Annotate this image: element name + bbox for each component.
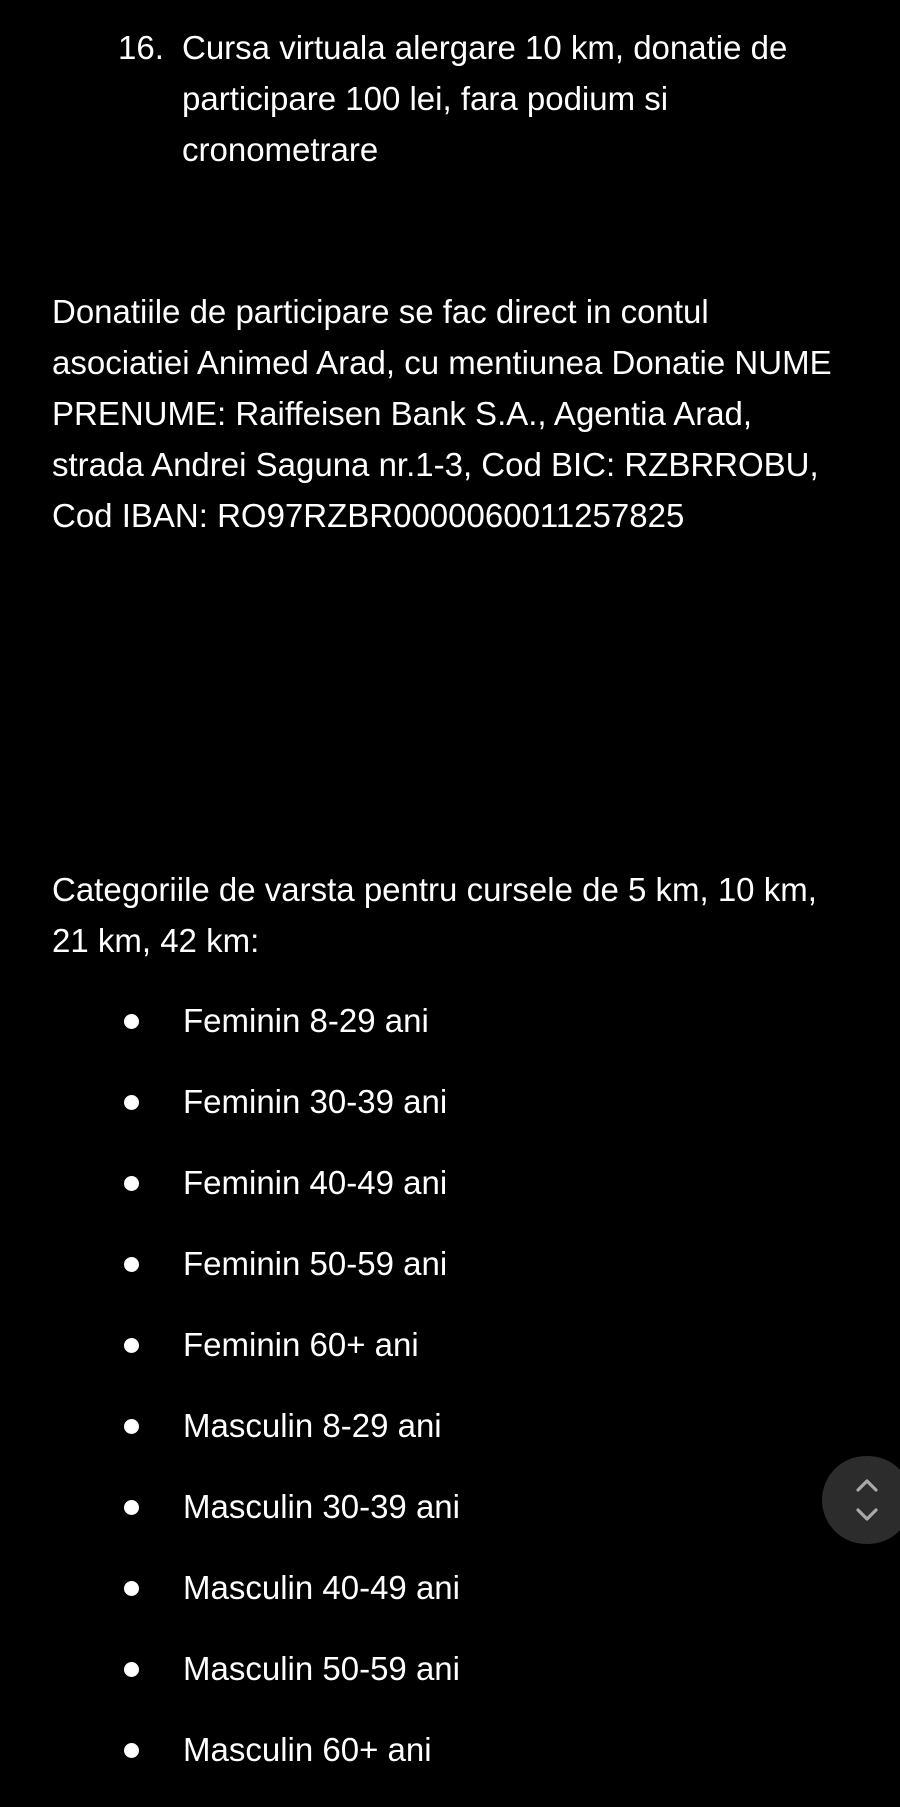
- bullet-icon: [124, 1095, 139, 1110]
- age-category-item: [0, 1724, 900, 1805]
- age-category-label: Feminin 60+ ani: [183, 1326, 419, 1363]
- numbered-list-item-16: [118, 22, 858, 175]
- bullet-icon: [124, 1743, 139, 1758]
- age-category-label: Masculin 60+ ani: [183, 1731, 432, 1768]
- age-category-label: Masculin 30-39 ani: [183, 1488, 460, 1525]
- age-category-label: Feminin 50-59 ani: [183, 1245, 448, 1282]
- age-category-item: [0, 1481, 900, 1562]
- chevron-up-icon[interactable]: [852, 1470, 882, 1500]
- age-category-item: [0, 1319, 900, 1400]
- chevron-down-icon[interactable]: [852, 1500, 882, 1530]
- age-category-label: Feminin 30-39 ani: [183, 1083, 448, 1120]
- scroll-navigation-button[interactable]: [822, 1456, 900, 1544]
- donations-paragraph: Donatiile de participare se fac direct in contul asociatiei Animed Arad, cu mentiunea Donatie NUME PRENUME: Raiffeisen Bank S.A., Agentia Arad, strada Andrei Saguna nr.1-3, Cod BIC: RZBRROBU, Cod IBAN: RO97RZBR0000060011257825: [52, 293, 832, 534]
- list-item-text: Cursa virtuala alergare 10 km, donatie de participare 100 lei, fara podium si cronometrare: [182, 29, 788, 168]
- age-category-item: [0, 1643, 900, 1724]
- bullet-icon: [124, 1419, 139, 1434]
- age-categories-intro: Categoriile de varsta pentru cursele de 5 km, 10 km, 21 km, 42 km:: [52, 871, 817, 959]
- age-category-label: Feminin 8-29 ani: [183, 1002, 429, 1039]
- bullet-icon: [124, 1014, 139, 1029]
- bullet-icon: [124, 1338, 139, 1353]
- age-category-item: [0, 1076, 900, 1157]
- age-category-item: [0, 1238, 900, 1319]
- age-category-item: [0, 1157, 900, 1238]
- bullet-icon: [124, 1662, 139, 1677]
- bullet-icon: [124, 1500, 139, 1515]
- bullet-icon: [124, 1176, 139, 1191]
- age-category-item: [0, 1562, 900, 1643]
- age-category-label: Masculin 40-49 ani: [183, 1569, 460, 1606]
- age-category-list: [0, 995, 900, 1805]
- age-category-item: [0, 995, 900, 1076]
- age-category-item: [0, 1400, 900, 1481]
- bullet-icon: [124, 1581, 139, 1596]
- bullet-icon: [124, 1257, 139, 1272]
- list-item-number: 16.: [118, 29, 164, 66]
- age-category-label: Masculin 8-29 ani: [183, 1407, 442, 1444]
- age-category-label: Feminin 40-49 ani: [183, 1164, 448, 1201]
- age-category-label: Masculin 50-59 ani: [183, 1650, 460, 1687]
